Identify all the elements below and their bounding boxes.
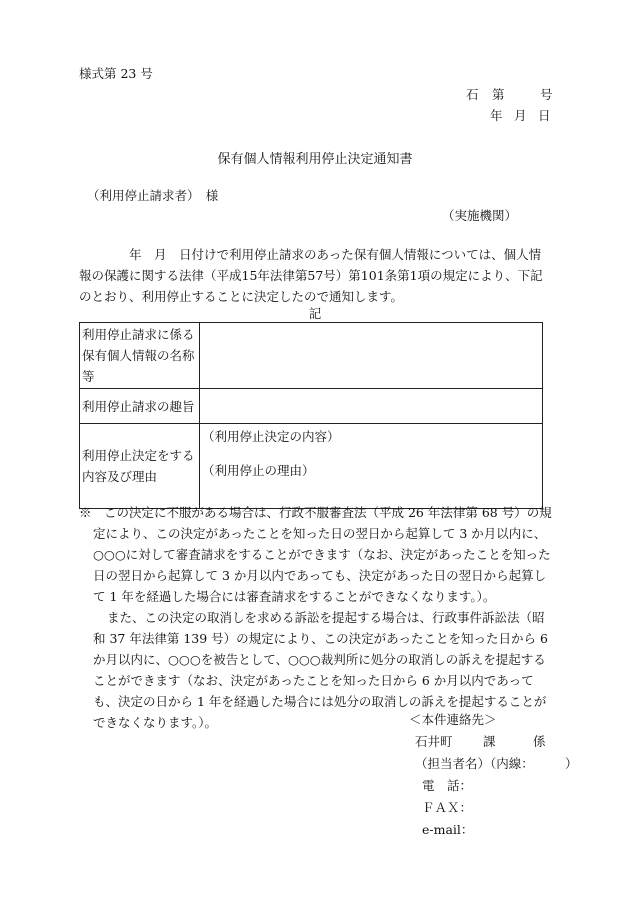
contact-heading: ＜本件連絡先＞ — [409, 712, 497, 727]
table-row — [80, 323, 543, 389]
notes-section — [79, 502, 553, 733]
reference-number — [466, 85, 553, 103]
row1-value — [200, 323, 543, 389]
requester-line: （利用停止請求者） 様 — [87, 188, 219, 203]
dept-section: 課 — [483, 734, 496, 749]
date-month: 月 — [514, 108, 527, 123]
ref-suffix: 号 — [540, 87, 553, 102]
body-paragraph — [79, 244, 551, 307]
contact-person: （担当者名）（内線： ） — [415, 756, 578, 771]
date-day: 日 — [538, 108, 551, 123]
details-table — [79, 322, 543, 509]
form-number: 様式第 23 号 — [79, 66, 153, 81]
ref-prefix: 石 — [466, 87, 479, 102]
agency-line: （実施機関） — [442, 208, 518, 223]
table-row — [80, 389, 543, 424]
table-row — [80, 424, 543, 509]
row3-content-reason: （利用停止の理由） — [202, 463, 315, 478]
document-date — [490, 106, 551, 124]
ki-heading: 記 — [308, 306, 322, 321]
row2-label: 利用停止請求の趣旨 — [80, 389, 200, 424]
ref-mid: 第 — [492, 87, 505, 102]
row3-content-decision: （利用停止決定の内容） — [202, 429, 340, 444]
contact-email: e-mail： — [422, 822, 474, 837]
dept-town: 石井町 — [415, 734, 453, 749]
row3-value — [200, 424, 543, 509]
contact-block — [409, 709, 578, 841]
contact-fax: ＦＡＸ： — [422, 800, 473, 815]
contact-department — [415, 731, 578, 753]
contact-phone: 電 話： — [422, 778, 473, 793]
document-title: 保有個人情報利用停止決定通知書 — [217, 152, 413, 167]
note-appeal: ※ この決定に不服がある場合は、行政不服審査法（平成 26 年法律第 68 号）の規定により、この決定があったことを知った日の翌日から起算して 3 か月以内に、○○○に対して審査請求をすることができます（なお、決定があったことを知った日の翌日から起算して 3 か月以内であっても、決定があった日の翌日から起算して 1 年を経過した場合には審査請求をすることができなくなります。）。 — [79, 505, 552, 604]
note-lawsuit: また、この決定の取消しを求める訴訟を提起する場合は、行政事件訴訟法（昭和 37 年法律第 139 号）の規定により、この決定があったことを知った日から 6 か月以内に、○○○を被告として、○○○裁判所に処分の取消しの訴えを提起することができます（なお、決定があったことを知った日から 6 か月以内であっても、決定の日から 1 年を経過した場合には処分の取消しの訴えを提起することができなくなります。）。 — [93, 610, 548, 730]
row3-label: 利用停止決定をする内容及び理由 — [80, 424, 200, 509]
date-year: 年 — [490, 108, 503, 123]
row1-label: 利用停止請求に係る保有個人情報の名称等 — [80, 323, 200, 389]
body-text: 年 月 日付けで利用停止請求のあった保有個人情報については、個人情報の保護に関する法律（平成15年法律第57号）第101条第1項の規定により、下記のとおり、利用停止することに決定したので通知します。 — [79, 247, 543, 304]
dept-unit: 係 — [533, 734, 546, 749]
row2-value — [200, 389, 543, 424]
